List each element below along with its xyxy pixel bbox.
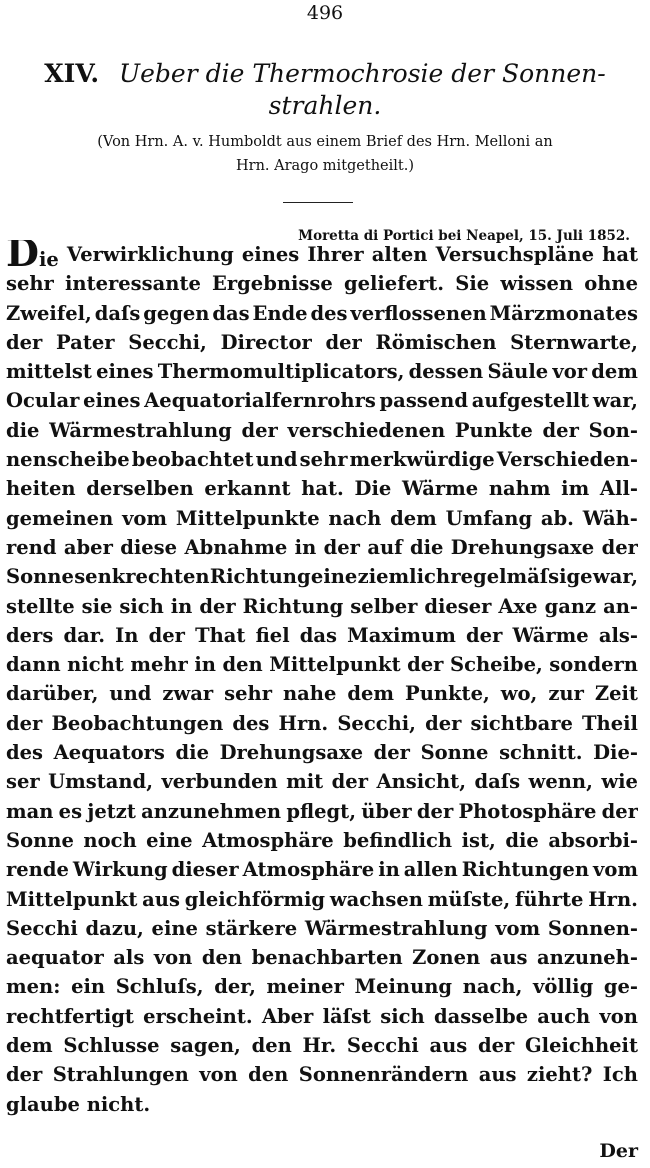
word: vom	[122, 506, 168, 530]
word: Atmosphäre	[242, 858, 375, 882]
word: gemeinen	[6, 506, 114, 530]
body-line	[6, 621, 638, 650]
word: dann	[6, 653, 61, 677]
word: und	[255, 448, 298, 472]
word: Ich	[602, 1063, 638, 1087]
word: vor	[552, 360, 588, 384]
word: aus	[478, 1063, 517, 1087]
word: Wärmestrahlung	[49, 418, 232, 442]
word: dem	[390, 506, 437, 530]
word: hat	[602, 243, 638, 266]
word: Schluſs,	[115, 975, 204, 999]
word: dar.	[63, 623, 105, 647]
body-line	[6, 650, 638, 679]
word: Ihrer	[307, 243, 364, 266]
word: der	[331, 770, 368, 794]
article-title-text: Ueber die Thermochrosie der Sonnen-strahlen.	[119, 59, 606, 120]
word: Strahlungen	[52, 1063, 189, 1087]
dateline: Moretta di Portici bei Neapel, 15. Juli 1852.	[298, 228, 630, 244]
word: Meinung	[354, 975, 453, 999]
word: aufgestellt	[471, 389, 590, 413]
body-line	[6, 504, 638, 533]
word: sehr	[224, 682, 272, 706]
body-line	[6, 445, 638, 474]
word: als	[113, 946, 145, 970]
word: ohne	[584, 272, 638, 296]
word: Ergebnisse	[212, 272, 333, 296]
word: die	[505, 828, 539, 852]
word: führte	[514, 887, 584, 911]
page-number: 496	[306, 2, 344, 24]
word: ders	[6, 623, 54, 647]
word: man	[6, 799, 54, 823]
word: von	[599, 1004, 638, 1028]
word: den	[222, 653, 263, 677]
word: wie	[601, 770, 638, 794]
word: der	[325, 330, 362, 354]
word: Ocular	[6, 389, 80, 413]
word: der	[6, 1063, 43, 1087]
word: Secchi,	[337, 711, 416, 735]
word: gegen	[143, 301, 210, 325]
word: Sternwarte,	[510, 330, 638, 354]
word: schnitt.	[499, 741, 583, 765]
word: Sonne	[420, 741, 489, 765]
word: Director	[220, 330, 312, 354]
word: Secchi	[346, 1034, 419, 1058]
word: der	[6, 711, 43, 735]
word: in	[378, 858, 400, 882]
word: der	[241, 418, 278, 442]
body-line	[6, 416, 638, 445]
word: auch	[537, 1004, 591, 1028]
word: sehr	[299, 448, 348, 472]
catchword: Der	[599, 1140, 638, 1162]
word: läſst	[322, 1004, 371, 1028]
word: nicht.	[86, 1092, 151, 1116]
word: Wärme	[512, 623, 589, 647]
body-line	[6, 972, 638, 1001]
word: Die	[6, 240, 59, 269]
word: der	[601, 535, 638, 559]
word: in	[194, 653, 216, 677]
word: es	[58, 799, 83, 823]
word: nahm	[488, 477, 551, 501]
word: Zweifel,	[6, 301, 92, 325]
word: im	[561, 477, 590, 501]
word: wenn,	[528, 770, 593, 794]
word: regelmäſsige	[450, 565, 593, 589]
word: Hr.	[302, 1034, 337, 1058]
word: ser	[6, 770, 40, 794]
word: dem	[591, 360, 638, 384]
word: müſste,	[427, 887, 511, 911]
word: die	[6, 418, 40, 442]
word: Axe	[498, 594, 538, 618]
word: Mittelpunkt	[269, 653, 401, 677]
word: sich	[380, 1004, 425, 1028]
word: dazu,	[85, 916, 144, 940]
word: völlig	[533, 975, 594, 999]
word: sichtbare	[470, 711, 573, 735]
word: Pater	[56, 330, 115, 354]
word: gleichförmig	[184, 887, 326, 911]
word: den	[248, 1063, 289, 1087]
body-line	[6, 1060, 638, 1089]
word: mehr	[130, 653, 188, 677]
word: Wärme	[401, 477, 479, 501]
word: daſs	[94, 301, 141, 325]
word: der	[416, 799, 454, 823]
word: dem	[6, 1034, 53, 1058]
body-line	[6, 1002, 638, 1031]
word: heiten	[6, 477, 76, 501]
word: der	[601, 799, 638, 823]
word: hat.	[301, 477, 344, 501]
word: diese	[120, 535, 178, 559]
body-line	[6, 738, 638, 767]
word: dasselbe	[433, 1004, 529, 1028]
word: ab.	[540, 506, 574, 530]
word: dem	[347, 682, 395, 706]
body-line	[6, 1031, 638, 1060]
body-line	[6, 357, 638, 386]
word: Richtung	[242, 594, 344, 618]
word: Sonne	[6, 565, 74, 589]
word: eine	[310, 565, 358, 589]
word: nicht	[67, 653, 124, 677]
word: Ende	[252, 301, 308, 325]
word: Verwirklichung	[66, 243, 234, 266]
word: aus	[489, 946, 528, 970]
word: nahe	[282, 682, 337, 706]
word: der	[466, 623, 503, 647]
word: Umfang	[445, 506, 533, 530]
word: Gleichheit	[525, 1034, 638, 1058]
word: vom	[495, 916, 541, 940]
body-line	[6, 709, 638, 738]
word: zur	[548, 682, 584, 706]
word: sie	[81, 594, 113, 618]
body-line	[6, 562, 638, 591]
body-line	[6, 592, 638, 621]
body-line	[6, 269, 638, 298]
body-line	[6, 914, 638, 943]
word: men:	[6, 975, 61, 999]
word: selber	[350, 594, 418, 618]
word: eines	[83, 389, 141, 413]
word: der	[373, 741, 410, 765]
word: anzuneh-	[537, 946, 638, 970]
word: Punkte,	[405, 682, 490, 706]
word: der	[425, 711, 462, 735]
word: Umstand,	[48, 770, 153, 794]
word: in	[294, 535, 317, 559]
article-numeral: XIV.	[44, 59, 100, 88]
word: Photosphäre	[458, 799, 597, 823]
word: der	[542, 418, 579, 442]
word: Märzmonates	[489, 301, 638, 325]
word: allen	[403, 858, 458, 882]
word: ganz	[544, 594, 597, 618]
word: in	[170, 594, 193, 618]
word: Schlusse	[63, 1034, 160, 1058]
word: des	[232, 711, 270, 735]
word: die	[409, 535, 444, 559]
word: Sonne	[6, 828, 74, 852]
word: All-	[599, 477, 638, 501]
body-line	[6, 885, 638, 914]
word: geliefert.	[343, 272, 445, 296]
body-line	[6, 943, 638, 972]
word: Sie	[455, 272, 490, 296]
word: sich	[119, 594, 164, 618]
word: Verschieden-	[496, 448, 638, 472]
word: beobachtet	[131, 448, 254, 472]
word: alten	[371, 243, 428, 266]
body-line	[6, 386, 638, 415]
word: verschiedenen	[287, 418, 446, 442]
word: des	[6, 741, 44, 765]
body-line	[6, 679, 638, 708]
word: befindlich	[343, 828, 453, 852]
word: Aequatorialfernrohrs	[144, 389, 376, 413]
word: dieser	[424, 594, 492, 618]
word: Zeit	[594, 682, 638, 706]
word: nenscheibe	[6, 448, 130, 472]
word: mittelst	[6, 360, 92, 384]
word: fiel	[255, 623, 290, 647]
word: darüber,	[6, 682, 99, 706]
word: eines	[241, 243, 300, 266]
word: senkrechten	[74, 565, 210, 589]
word: verbunden	[161, 770, 278, 794]
title-divider	[283, 202, 353, 203]
word: rend	[6, 535, 57, 559]
word: das	[299, 623, 338, 647]
word: zwar	[162, 682, 214, 706]
word: interessante	[65, 272, 201, 296]
word: benachbarten	[251, 946, 403, 970]
body-text	[6, 240, 638, 1119]
word: der	[148, 623, 185, 647]
word: sehr	[6, 272, 54, 296]
word: der	[199, 594, 236, 618]
word: dieser	[171, 858, 239, 882]
article-title	[20, 58, 630, 122]
word: eines	[96, 360, 154, 384]
word: Thermomultiplicators,	[157, 360, 405, 384]
word: aber	[63, 535, 113, 559]
word: rechtfertigt	[6, 1004, 134, 1028]
word: auf	[367, 535, 403, 559]
word: rende	[6, 858, 69, 882]
word: Secchi	[6, 916, 78, 940]
word: wo,	[500, 682, 538, 706]
word: als-	[598, 623, 638, 647]
body-line	[6, 299, 638, 328]
word: von	[153, 946, 193, 970]
word: Sonnen-	[547, 916, 638, 940]
word: an-	[603, 594, 638, 618]
word: Richtungen	[461, 858, 590, 882]
word: aequator	[6, 946, 104, 970]
word: Mittelpunkte	[175, 506, 320, 530]
word: war,	[592, 389, 638, 413]
word: Mittelpunkt	[6, 887, 138, 911]
word: von	[199, 1063, 238, 1087]
word: jetzt	[87, 799, 136, 823]
word: Secchi,	[128, 330, 207, 354]
word: wissen	[500, 272, 574, 296]
word: In	[115, 623, 139, 647]
word: merkwürdige	[349, 448, 495, 472]
word: der	[477, 1034, 515, 1058]
word: Wirkung	[72, 858, 168, 882]
article-subtitle	[18, 130, 632, 178]
word: Drehungsaxe	[450, 535, 595, 559]
word: erkannt	[204, 477, 291, 501]
word: die	[175, 741, 209, 765]
word: Säule	[487, 360, 549, 384]
word: That	[195, 623, 246, 647]
word: mit	[286, 770, 324, 794]
word: Maximum	[347, 623, 456, 647]
word: der	[323, 535, 360, 559]
word: sagen,	[170, 1034, 241, 1058]
word: pflegt,	[286, 799, 356, 823]
word: das	[212, 301, 250, 325]
word: nach,	[462, 975, 523, 999]
word: Wärmestrahlung	[304, 916, 488, 940]
word: den	[201, 946, 243, 970]
word: Römischen	[375, 330, 497, 354]
word: war,	[592, 565, 638, 589]
word: der	[407, 653, 444, 677]
word: nach	[328, 506, 382, 530]
word: derselben	[86, 477, 194, 501]
word: Hrn.	[588, 887, 638, 911]
word: zieht?	[526, 1063, 593, 1087]
body-line	[6, 240, 638, 269]
body-line	[6, 328, 638, 357]
word: sondern	[549, 653, 638, 677]
word: Die-	[593, 741, 638, 765]
word: meiner	[266, 975, 344, 999]
body-line	[6, 767, 638, 796]
word: daſs	[474, 770, 521, 794]
word: aus	[429, 1034, 468, 1058]
body-line	[6, 826, 638, 855]
word: vom	[592, 858, 638, 882]
word: Beobachtungen	[51, 711, 224, 735]
word: noch	[83, 828, 137, 852]
body-line	[6, 1090, 638, 1119]
word: über	[361, 799, 412, 823]
word: absorbi-	[548, 828, 638, 852]
word: Abnahme	[184, 535, 288, 559]
word: eine	[151, 916, 198, 940]
word: Punkte	[454, 418, 533, 442]
word: Drehungsaxe	[219, 741, 364, 765]
word: Hrn.	[278, 711, 329, 735]
word: ist,	[461, 828, 496, 852]
word: Aber	[261, 1004, 314, 1028]
word: Die	[354, 477, 392, 501]
word: eine	[146, 828, 193, 852]
word: Son-	[588, 418, 638, 442]
word: Sonnenrändern	[298, 1063, 469, 1087]
word: ein	[71, 975, 106, 999]
word: Aequators	[53, 741, 165, 765]
body-line	[6, 533, 638, 562]
word: passend	[379, 389, 468, 413]
word: Ansicht,	[376, 770, 466, 794]
word: der	[6, 330, 43, 354]
word: stärkere	[205, 916, 298, 940]
word: erscheint.	[143, 1004, 253, 1028]
word: Richtung	[209, 565, 311, 589]
word: und	[109, 682, 152, 706]
word: der,	[214, 975, 256, 999]
subtitle-line: (Von Hrn. A. v. Humboldt aus einem Brief des Hrn. Melloni an	[97, 134, 553, 150]
word: aus	[142, 887, 180, 911]
word: Versuchspläne	[435, 243, 595, 266]
subtitle-line: Hrn. Arago mitgetheilt.)	[236, 158, 414, 174]
word: wachsen	[329, 887, 423, 911]
body-line	[6, 855, 638, 884]
word: den	[251, 1034, 292, 1058]
word: des	[310, 301, 348, 325]
word: verflossenen	[350, 301, 487, 325]
body-line	[6, 797, 638, 826]
drop-cap: D	[6, 240, 39, 270]
word: Atmosphäre	[202, 828, 334, 852]
body-line	[6, 474, 638, 503]
word: Wäh-	[582, 506, 638, 530]
word: Theil	[582, 711, 638, 735]
word: dessen	[408, 360, 484, 384]
word: glaube	[6, 1092, 80, 1116]
word: ge-	[603, 975, 638, 999]
word: Scheibe,	[449, 653, 543, 677]
word: anzunehmen	[141, 799, 282, 823]
word: Zonen	[412, 946, 481, 970]
word: ziemlich	[357, 565, 451, 589]
word: stellte	[6, 594, 75, 618]
